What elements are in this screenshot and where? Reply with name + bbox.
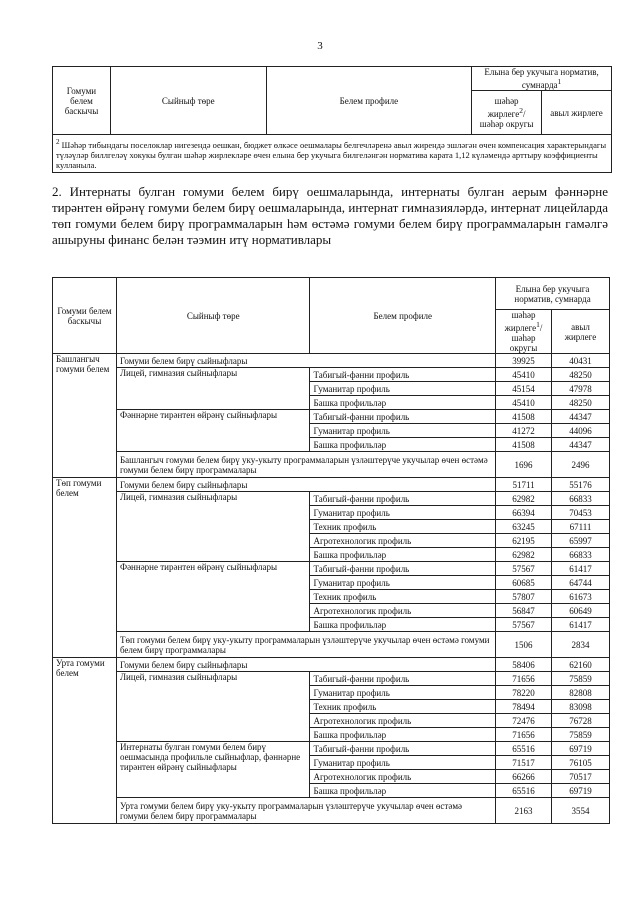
table-row [53,798,610,824]
profile-cell: Табигый-фәнни профиль [310,492,496,506]
level-cell: Урта гомуми белем [53,658,117,824]
rural-value: 83098 [552,700,610,714]
rural-value: 64744 [552,576,610,590]
profile-cell: Башка профильләр [310,396,496,410]
city-value: 60685 [496,576,552,590]
city-value: 39925 [496,354,552,368]
profile-cell: Гуманитар профиль [310,506,496,520]
footnote: $^2$ Шәһәр тибындагы поселоклар нигезендә оешкан, бюджет өлкәсе оешмалары белгечләренә авыл жирендә эшләгән өчен компенсация характерындагы түләүләр биллгеләү хокукы булган шәһәр жирлекләре өчен елына бер укучыга билгеләнгән норматива карата 1,12 күләмендә арттыру коэффициенты кулланыла. [53,135,612,173]
norm-table [52,277,610,824]
rural-value: 2834 [552,632,610,658]
profile-cell: Гуманитар профиль [310,576,496,590]
rural-value: 69719 [552,784,610,798]
rural-value: 65997 [552,534,610,548]
rural-value: 76728 [552,714,610,728]
rural-value: 69719 [552,742,610,756]
profile-cell: Табигый-фәнни профиль [310,742,496,756]
profile-cell: Башка профильләр [310,548,496,562]
rural-value: 70517 [552,770,610,784]
profile-cell: Гуманитар профиль [310,382,496,396]
profile-cell: Табигый-фәнни профиль [310,672,496,686]
table-row [53,672,610,686]
profile-cell: Агротехнологик профиль [310,770,496,784]
norm-table-body [53,354,610,824]
rural-value: 47978 [552,382,610,396]
col-rural-header: авыл жирлеге [552,310,610,354]
col-norm-header: Елына бер укучыга норматив, сумнарда$^1$ [472,67,612,91]
section-heading: 2. Интернаты булган гомуми белем бирү оешмаларында, интернаты булган аерым фәннәрне тирәнтен өйрәнү гомуми белем бирү оешмаларында, интернат гимназияләрдә, интернат лицейларда төп гомуми белем бирү программаларын һәм өстәмә гомуми белем бирү программаларын гамәлгә ашыруны финанс белән тәэмин итү нормативлары [52,184,608,247]
table-row [53,410,610,424]
city-value: 71656 [496,728,552,742]
profile-cell: Агротехнологик профиль [310,604,496,618]
city-value: 62982 [496,492,552,506]
col-norm-header: Елына бер укучыга норматив, сумнарда [496,278,610,310]
class-cell: Лицей, гимназия сыйныфлары [116,492,310,562]
city-value: 45410 [496,368,552,382]
profile-cell: Табигый-фәнни профиль [310,562,496,576]
table-row [53,368,610,382]
city-value: 62982 [496,548,552,562]
rural-value: 55176 [552,478,610,492]
table-row [53,562,610,576]
city-value: 71517 [496,756,552,770]
rural-value: 61417 [552,618,610,632]
city-value: 51711 [496,478,552,492]
class-cell: Лицей, гимназия сыйныфлары [116,672,310,742]
col-rural-header: авыл жирлеге [542,91,612,135]
rural-value: 76105 [552,756,610,770]
rural-value: 40431 [552,354,610,368]
class-cell: Фәннәрне тирәнтен өйрәнү сыйныфлары [116,410,310,452]
header-table [52,66,612,173]
rural-value: 44096 [552,424,610,438]
rural-value: 66833 [552,548,610,562]
col-level-header: Гомуми белем баскычы [53,67,111,135]
general-class-cell: Гомуми белем бирү сыйныфлары [116,658,495,672]
level-cell: Төп гомуми белем [53,478,117,658]
rural-value: 48250 [552,396,610,410]
city-value: 1696 [496,452,552,478]
profile-cell: Табигый-фәнни профиль [310,368,496,382]
rural-value: 44347 [552,438,610,452]
city-value: 58406 [496,658,552,672]
city-value: 57807 [496,590,552,604]
extra-program-cell: Урта гомуми белем бирү уку-укыту программаларын үзләштерүче укучылар өчен өстәмә гомуми белем бирү программалары [116,798,495,824]
col-class-header: Сыйныф төре [116,278,310,354]
city-value: 1506 [496,632,552,658]
city-value: 57567 [496,562,552,576]
city-value: 71656 [496,672,552,686]
col-city-header: шәһәр жирлеге$^2$/ шәһәр округы [472,91,542,135]
class-cell: Интернаты булган гомуми белем бирү оешмасында профильле сыйныфлар, фәннәрне тирәнтен өйрәнү сыйныфлары [116,742,310,798]
table-row [53,478,610,492]
city-value: 41508 [496,438,552,452]
extra-program-cell: Төп гомуми белем бирү уку-укыту программаларын үзләштерүче укучылар өчен өстәмә гомуми белем бирү программалары [116,632,495,658]
profile-cell: Техник профиль [310,700,496,714]
col-profile-header: Белем профиле [310,278,496,354]
city-value: 65516 [496,784,552,798]
rural-value: 44347 [552,410,610,424]
rural-value: 48250 [552,368,610,382]
profile-cell: Гуманитар профиль [310,756,496,770]
profile-cell: Башка профильләр [310,618,496,632]
profile-cell: Табигый-фәнни профиль [310,410,496,424]
city-value: 45410 [496,396,552,410]
city-value: 57567 [496,618,552,632]
class-cell: Лицей, гимназия сыйныфлары [116,368,310,410]
rural-value: 61673 [552,590,610,604]
city-value: 78220 [496,686,552,700]
col-city-header: шәһәр жирлеге$^1$/ шәһәр округы [496,310,552,354]
table-row [53,492,610,506]
rural-value: 70453 [552,506,610,520]
city-value: 45154 [496,382,552,396]
level-cell: Башлангыч гомуми белем [53,354,117,478]
table-row [53,452,610,478]
profile-cell: Гуманитар профиль [310,424,496,438]
table-row [53,354,610,368]
rural-value: 60649 [552,604,610,618]
rural-value: 66833 [552,492,610,506]
col-level-header: Гомуми белем баскычы [53,278,117,354]
rural-value: 2496 [552,452,610,478]
rural-value: 61417 [552,562,610,576]
rural-value: 3554 [552,798,610,824]
page-number: 3 [317,40,323,52]
col-class-header: Сыйныф төре [110,67,266,135]
city-value: 63245 [496,520,552,534]
city-value: 62195 [496,534,552,548]
profile-cell: Гуманитар профиль [310,686,496,700]
city-value: 66394 [496,506,552,520]
extra-program-cell: Башлангыч гомуми белем бирү уку-укыту программаларын үзләштерүче укучылар өчен өстәмә гомуми белем бирү программалары [116,452,495,478]
rural-value: 82808 [552,686,610,700]
profile-cell: Башка профильләр [310,438,496,452]
profile-cell: Техник профиль [310,590,496,604]
profile-cell: Агротехнологик профиль [310,534,496,548]
city-value: 78494 [496,700,552,714]
rural-value: 75859 [552,728,610,742]
profile-cell: Башка профильләр [310,784,496,798]
rural-value: 62160 [552,658,610,672]
col-profile-header: Белем профиле [266,67,472,135]
city-value: 41272 [496,424,552,438]
city-value: 56847 [496,604,552,618]
profile-cell: Башка профильләр [310,728,496,742]
city-value: 41508 [496,410,552,424]
table-row [53,658,610,672]
profile-cell: Агротехнологик профиль [310,714,496,728]
city-value: 65516 [496,742,552,756]
general-class-cell: Гомуми белем бирү сыйныфлары [116,478,495,492]
class-cell: Фәннәрне тирәнтен өйрәнү сыйныфлары [116,562,310,632]
profile-cell: Техник профиль [310,520,496,534]
general-class-cell: Гомуми белем бирү сыйныфлары [116,354,495,368]
city-value: 72476 [496,714,552,728]
rural-value: 75859 [552,672,610,686]
city-value: 66266 [496,770,552,784]
table-row [53,632,610,658]
table-row [53,742,610,756]
city-value: 2163 [496,798,552,824]
rural-value: 67111 [552,520,610,534]
